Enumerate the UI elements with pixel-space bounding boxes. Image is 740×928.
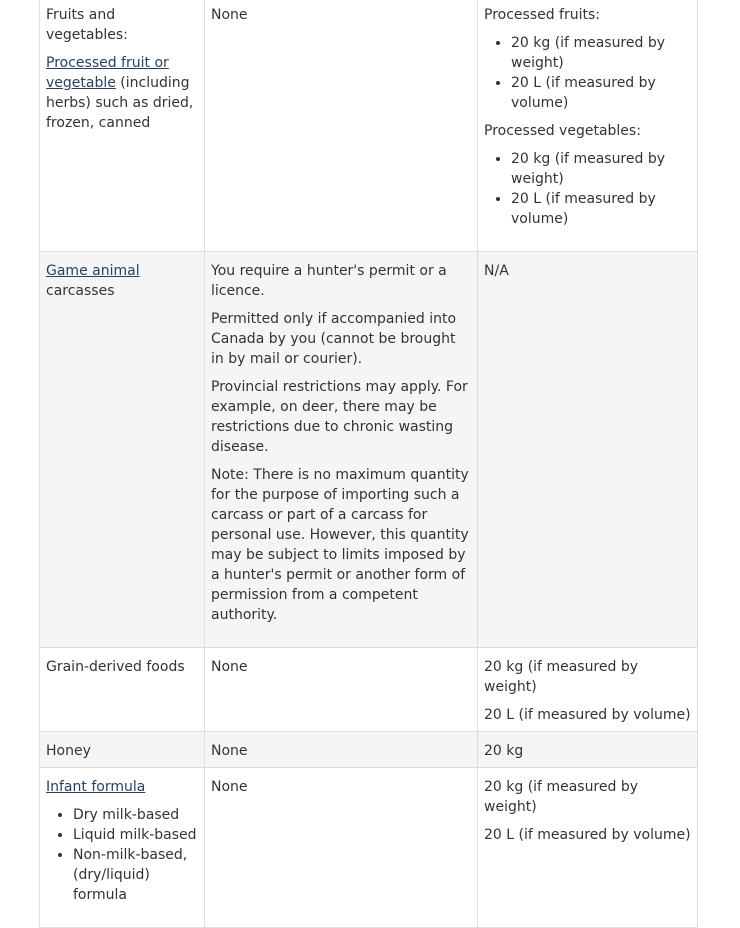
- list-item: • 20 L (if measured by volume): [511, 73, 691, 113]
- requirements-cell: None: [205, 648, 478, 732]
- table-row: [40, 732, 698, 768]
- requirements-cell: None: [205, 732, 478, 768]
- list-item: • 20 L (if measured by volume): [511, 189, 691, 229]
- list-item: • 20 kg (if measured by weight): [511, 33, 691, 73]
- limits-cell: 20 kg: [478, 732, 698, 768]
- limits-list: [484, 149, 691, 229]
- product-cell: [40, 0, 205, 252]
- list-item: • Dry milk-based: [73, 805, 198, 825]
- limits-cell: 20 kg (if measured by weight) 20 L (if measured by volume): [478, 648, 698, 732]
- limits-cell: 20 kg (if measured by weight) 20 L (if measured by volume): [478, 768, 698, 928]
- table-row: [40, 648, 698, 732]
- product-cell: [40, 252, 205, 648]
- limits-list: [484, 33, 691, 113]
- processed-fruit-vegetable-link[interactable]: Processed fruit or vegetable: [46, 55, 169, 91]
- product-cell: Grain-derived foods: [40, 648, 205, 732]
- table-row: [40, 0, 698, 252]
- import-limits-table: [39, 0, 698, 928]
- list-item: • 20 kg (if measured by weight): [511, 149, 691, 189]
- product-cell: [40, 768, 205, 928]
- product-heading: Fruits and vegetables:: [46, 7, 128, 43]
- game-animal-link[interactable]: Game animal: [46, 263, 140, 279]
- requirements-cell: You require a hunter's permit or a licence. Permitted only if accompanied into Canada by you (cannot be brought in by mail or courier). Provincial restrictions may apply. For example, on deer, there may be restrictions due to chronic wasting disease. Note: There is no maximum quantity for the purpose of importing such a carcass or part of a carcass for personal use. However, this quantity may be subject to limits imposed by a hunter's permit or another form of permission from a competent authority.: [205, 252, 478, 648]
- limits-subheading: Processed fruits:: [484, 7, 601, 23]
- limits-cell: N/A: [478, 252, 698, 648]
- list-item: • Liquid milk-based: [73, 825, 198, 845]
- limits-subheading: Processed vegetables:: [484, 123, 641, 139]
- infant-formula-link[interactable]: Infant formula: [46, 779, 146, 795]
- limits-cell: [478, 0, 698, 252]
- table-row: [40, 252, 698, 648]
- product-cell: Honey: [40, 732, 205, 768]
- list-item: • Non-milk-based, (dry/liquid) formula: [73, 845, 198, 905]
- table-row: [40, 768, 698, 928]
- product-description: Processed fruit or vegetable (including herbs) such as dried, frozen, canned: [46, 55, 194, 131]
- requirements-cell: None: [205, 0, 478, 252]
- formula-type-list: [46, 805, 198, 905]
- product-description: Game animal carcasses: [46, 263, 140, 299]
- product-description: [46, 777, 198, 797]
- requirements-cell: None: [205, 768, 478, 928]
